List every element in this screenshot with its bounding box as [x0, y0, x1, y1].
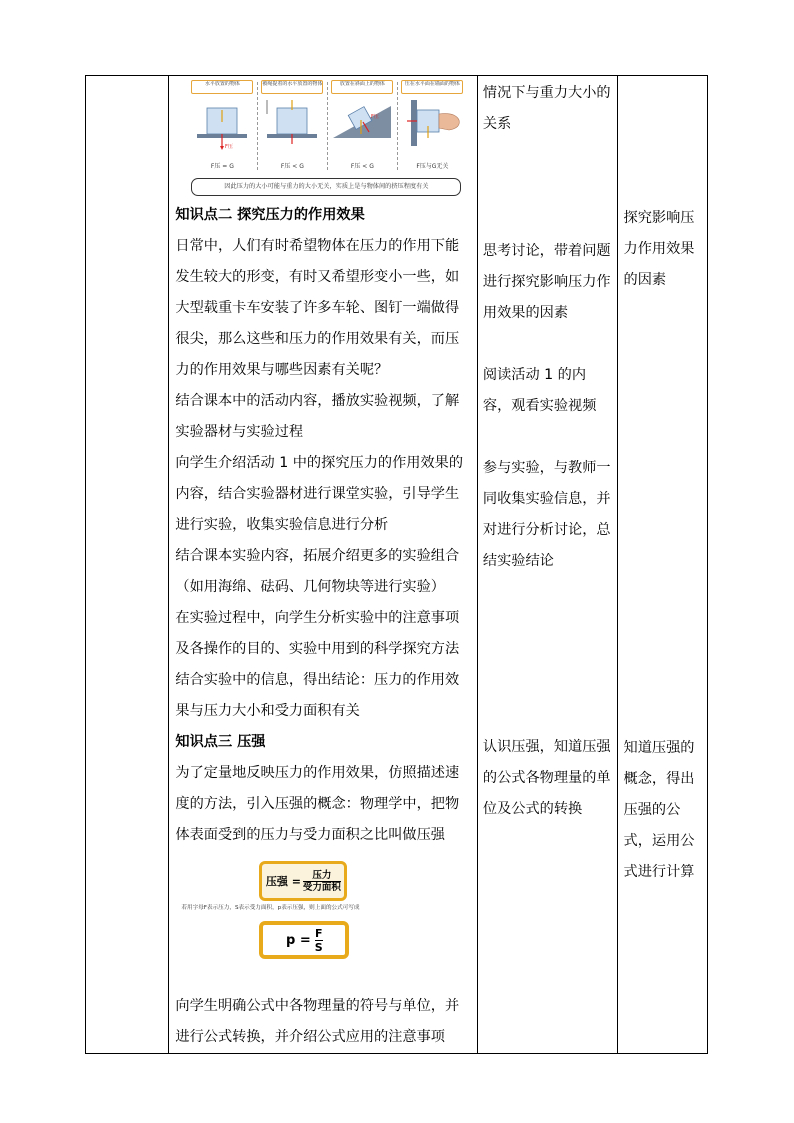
- force-panel-caption: 水平放置的物体: [191, 80, 253, 94]
- horizontal-object-diagram: [189, 96, 255, 156]
- student-understand: 认识压强，知道压强的公式各物理量的单位及公式的转换: [482, 739, 611, 817]
- divider: [257, 82, 258, 170]
- formula-numerator: 压力: [312, 869, 332, 881]
- force-panel-caption: 被绳提着的水平放置的物体: [261, 80, 323, 94]
- svg-text:F压: F压: [225, 144, 234, 150]
- force-panel-2: [259, 80, 325, 172]
- lifted-object-diagram: [259, 96, 325, 156]
- symbol-denominator: S: [314, 940, 323, 954]
- cell-empty: [86, 76, 169, 1054]
- force-panel-equation: F压 = G: [210, 163, 234, 170]
- intent-know: 知道压强的概念，得出压强的公式，运用公式进行计算: [623, 740, 695, 880]
- symbol-formula-box: [259, 921, 349, 959]
- force-panel-equation: F压 < G: [350, 163, 374, 170]
- paragraph-video: 结合课本中的活动内容，播放实验视频，了解实验器材与实验过程: [175, 393, 460, 440]
- cell-teacher-activity: [169, 76, 477, 1054]
- divider: [397, 82, 398, 170]
- paragraph-conclusion: 结合实验中的信息，得出结论：压力的作用效果与压力大小和受力面积有关: [175, 672, 460, 719]
- student-read: 阅读活动 1 的内容，观看实验视频: [482, 367, 597, 414]
- force-panel-equation: F压与G无关: [416, 163, 449, 170]
- cell-design-intent: [617, 76, 707, 1054]
- paragraph-extend: 结合课本实验内容，拓展介绍更多的实验组合（如用海绵、砝码、几何物块等进行实验）: [175, 548, 460, 595]
- force-panel-caption: 放置在斜面上的物体: [331, 80, 393, 94]
- symbol-fraction: [315, 927, 323, 954]
- paragraph-notes: 在实验过程中，向学生分析实验中的注意事项及各操作的目的、实验中用到的科学探究方法: [175, 610, 460, 657]
- table-row: [86, 76, 708, 1054]
- pressure-formula-figure: [175, 851, 472, 991]
- incline-object-diagram: [329, 96, 395, 156]
- lesson-plan-table: [85, 75, 708, 1054]
- section-title: 知识点二 探究压力的作用效果: [175, 207, 365, 223]
- formula-note: 若用字母F表示压力，S表示受力面积，p表示压强，则上面的公式可写成: [181, 905, 360, 911]
- svg-text:F压: F压: [371, 114, 380, 120]
- intent-explore: 探究影响压力作用效果的因素: [623, 210, 695, 288]
- force-panel-4: [399, 80, 465, 172]
- word-formula-box: [259, 861, 347, 901]
- formula-denominator: 受力面积: [302, 881, 341, 893]
- formula-fraction: [303, 870, 341, 893]
- symbol-lhs: p =: [286, 932, 311, 948]
- force-panel-equation: F压 < G: [280, 163, 304, 170]
- force-panel-1: [189, 80, 255, 172]
- student-participate: 参与实验，与教师一同收集实验信息，并对进行分析讨论，总结实验结论: [482, 460, 611, 569]
- force-panel-3: [329, 80, 395, 172]
- force-panel-caption: 压在水平面在墙面的物体: [401, 80, 463, 94]
- cell-student-activity: [477, 76, 617, 1054]
- force-conclusion: 因此压力的大小可能与重力的大小无关，实质上是与物体间的挤压程度有关: [191, 178, 461, 196]
- section-title: 知识点三 压强: [175, 734, 266, 750]
- force-figure: [187, 80, 463, 200]
- student-relation: 情况下与重力大小的关系: [482, 85, 611, 132]
- symbol-numerator: F: [314, 926, 323, 940]
- divider: [327, 82, 328, 170]
- student-discuss: 思考讨论，带着问题进行探究影响压力作用效果的因素: [482, 243, 611, 321]
- formula-lhs: 压强 =: [265, 875, 301, 888]
- wall-pressed-object-diagram: [399, 96, 465, 156]
- paragraph-intro: 向学生介绍活动 1 中的探究压力的作用效果的内容，结合实验器材进行课堂实验，引导学生进行实验，收集实验信息进行分析: [175, 455, 464, 533]
- paragraph-pressure: 为了定量地反映压力的作用效果，仿照描述速度的方法，引入压强的概念：物理学中，把物体表面受到的压力与受力面积之比叫做压强: [175, 765, 460, 843]
- paragraph-units: 向学生明确公式中各物理量的符号与单位，并进行公式转换，并介绍公式应用的注意事项: [175, 998, 460, 1045]
- paragraph-daily-life: 日常中，人们有时希望物体在压力的作用下能发生较大的形变，有时又希望形变小一些，如大型载重卡车安装了许多车轮、图钉一端做得很尖，那么这些和压力的作用效果有关，而压力的作用效果与哪些因素有关呢？: [175, 238, 460, 378]
